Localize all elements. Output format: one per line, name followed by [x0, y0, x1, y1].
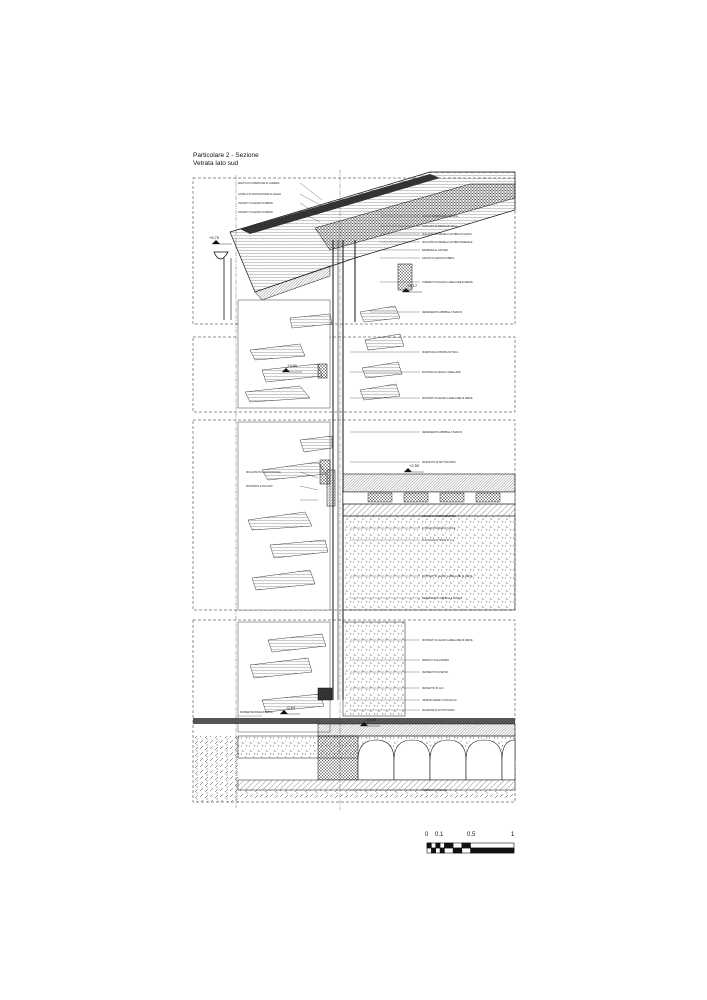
annotation: MASSETTO DI SOTTOFONDO [422, 461, 456, 464]
level-label: +5,17 [407, 283, 418, 288]
annotation: ISOLANTE IN LANA DI ROCCIA [246, 471, 281, 474]
scale-tick-label: 1 [511, 832, 515, 838]
annotation: PIANTANA IN LEGNO LAMELLARE [422, 371, 461, 374]
level-label: +3,50 [287, 363, 298, 368]
annotation: TAVOLATO IN ABETE SP. 25mm [422, 225, 458, 228]
annotation: SERRAMENTO APRIBILE A TENUTA [422, 431, 463, 434]
annotation: MASSETTO IN CLS [422, 687, 444, 690]
scale-tick-label: 0.1 [435, 832, 444, 838]
annotation: TERRENO NATURALE [422, 789, 447, 792]
concrete-wall [343, 516, 515, 716]
level-label: +5,70 [209, 235, 220, 240]
scale-tick-label: 0 [425, 832, 429, 838]
annotation: PLACCAGGIO TRAVE IN C.A. [422, 539, 455, 542]
annotation: BARRIERA AL VAPORE [422, 249, 448, 252]
annotation: MAGRONE DI SOTTOFONDO [422, 709, 455, 712]
level-label: ±0,00 [366, 717, 376, 722]
annotation: ASSITO IN LEGNO DI ABETE [422, 257, 455, 260]
annotation: MONTANTE IN ACCIAIO [246, 485, 273, 488]
stone-rubble-right [360, 306, 404, 400]
annotation: INTONACO A BASE DI CALCE [422, 527, 456, 530]
level-label: +2,50 [409, 463, 420, 468]
annotation: MONTANTI IN LEGNO LAMELLARE DI ABETE [422, 639, 473, 642]
annotation: MONTANTI IN LEGNO LAMELLARE DI ABETE [422, 575, 473, 578]
annotation: MANTO DI COPERTURA IN LAMIERA [238, 182, 280, 185]
annotation: SERRAMENTO APRIBILE A TENUTA [422, 311, 463, 314]
title-line-1: Particolare 2 - Sezione [193, 152, 259, 159]
annotation: CORRENTI IN LEGNO LAMELLARE DI ABETE [422, 281, 473, 284]
annotation: MONTANTI IN LEGNO LAMELLARE DI ABETE [422, 397, 473, 400]
annotation: TRAVETTI IN LEGNO DI ABETE [238, 211, 273, 214]
scale-tick-label: 0.5 [467, 832, 476, 838]
level-marker [209, 235, 232, 244]
annotation: PROFILO IN ALLUMINIO [422, 659, 449, 662]
annotation: VESPAIO AERATO CON IGLOO [422, 699, 457, 702]
title-line-2: Vetrata lato sud [193, 160, 239, 167]
gutter [214, 252, 228, 259]
igloo-vault [358, 740, 515, 780]
scale-bar [427, 843, 514, 853]
annotation: LISTELLI DI VENTILAZIONE IN LEGNO [238, 193, 282, 196]
floor-slab [343, 474, 515, 516]
annotation: PAVIMENTAZIONE ESTERNA [240, 711, 273, 714]
annotation: SOLAIO IN LATEROCEMENTO [422, 515, 456, 518]
annotation: PAVIMENTO IN PIETRA [422, 671, 449, 674]
annotation: ISOLANTE IN PANNELLI DI FIBRA MINERALE [422, 241, 473, 244]
annotation: MURATURA IN PIETRA SP. 50cm [422, 351, 459, 354]
level-label: -0,60 [286, 705, 296, 710]
annotation: GUAINA IMPERMEABILIZZANTE [422, 215, 458, 218]
annotation: TRAVETTI IN LEGNO DI ABETE [238, 202, 273, 205]
annotation: ISOLANTE IN PANNELLI DI FIBRA DI LEGNO [422, 233, 472, 236]
level-marker [404, 463, 424, 472]
annotation: SERRAMENTO APRIBILE A TENUTA [422, 597, 463, 600]
